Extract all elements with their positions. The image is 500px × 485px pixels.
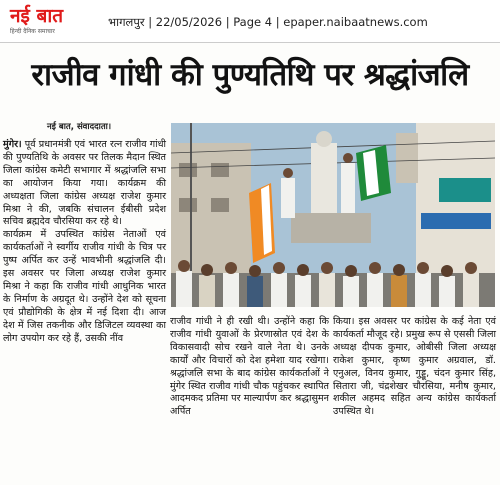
lead-paragraph — [3, 139, 166, 229]
separator: | — [225, 15, 230, 29]
article-column-3: किया। इस अवसर पर कांग्रेस के कई नेता एवं कार्यकर्ता मौजूद रहे। प्रमुख रूप से एससी जिला अध्यक्ष दीपक कुमार, ओबीसी जिला अध्यक्ष राकेश कुमार, कृष्ण कुमार अग्रवाल, डॉ. एनुअल, विनय कुमार, गुड्डू, चंदन कुमार सिंह, सितारा जी, चंद्रशेखर चौरसिया, मनीष कुमार, शकील अहमद सहित अन्य कांग्रेस कार्यकर्ता उपस्थित थे। — [333, 316, 496, 418]
article-column-1 — [3, 139, 166, 346]
shop-sign — [421, 213, 491, 229]
window — [211, 163, 229, 177]
article-byline: नई बात, संवाददाता। — [47, 122, 112, 132]
masthead — [0, 0, 500, 43]
separator: | — [275, 15, 280, 29]
building-mid — [396, 133, 418, 183]
separator: | — [148, 15, 153, 29]
edition-meta — [108, 15, 428, 30]
article-photo[interactable] — [171, 123, 495, 307]
dateline: मुंगेर। — [3, 139, 22, 150]
logo-name: नई बात — [10, 5, 64, 27]
person — [281, 178, 295, 218]
statue-pedestal — [291, 213, 371, 243]
article-column-2: राजीव गांधी ने ही रखी थी। उन्होंने कहा कि राजीव गांधी युवाओं के प्रेरणास्रोत एवं देश के विकासवादी सोच रखने वाले नेता थे। उनके कार्यों और विचारों को देश हमेशा याद रखेगा। श्रद्धांजलि सभा के बाद कांग्रेस कार्यकर्ताओं ने मुंगेर स्थित राजीव गांधी चौक पहुंचकर स्थापित आदमकद प्रतिमा पर माल्यार्पण कर श्रद्धासुमन अर्पित — [170, 316, 329, 418]
window — [211, 198, 229, 212]
lead-text: पूर्व प्रधानमंत्री एवं भारत रत्न राजीव गांधी की पुण्यतिथि के अवसर पर तिलक मैदान स्थित जिला कांग्रेस कमेटी सभागार में श्रद्धांजलि सभा का आयोजन किया गया। कार्यक्रम की अध्यक्षता जिला कांग्रेस अध्यक्ष राजेश कुमार मिश्रा ने की, जबकि संचालन ईबीसी प्रदेश सचिव ब्रह्मदेव चौरसिया कर रहे थे। — [3, 139, 166, 228]
window — [179, 163, 197, 177]
window — [179, 198, 197, 212]
edition-city: भागलपुर — [108, 15, 145, 29]
page-number: Page 4 — [233, 15, 273, 29]
shop-sign — [439, 178, 491, 202]
article-headline: राजीव गांधी की पुण्यतिथि पर श्रद्धांजलि — [31, 57, 469, 93]
statue-head — [316, 131, 332, 147]
statue — [311, 143, 337, 213]
paragraph-2: कार्यक्रम में उपस्थित कांग्रेस नेताओं एवं कार्यकर्ताओं ने स्वर्गीय राजीव गांधी के चित्र पर पुष्प अर्पित कर उन्हें भावभीनी श्रद्धांजलि दी। इस अवसर पर जिला अध्यक्ष राजेश कुमार मिश्रा ने कहा कि राजीव गांधी आधुनिक भारत के निर्माण के अग्रदूत थे। उन्होंने देश को सूचना एवं प्रौद्योगिकी के क्षेत्र में नई दिशा दी। आज देश में जिस तकनीक और डिजिटल व्यवस्था का लोग उपयोग कर रहे हैं, उसकी नींव — [3, 229, 166, 344]
person-head — [343, 153, 353, 163]
newspaper-logo[interactable] — [10, 6, 63, 35]
person-head — [283, 168, 293, 178]
photo-illustration — [171, 123, 495, 307]
edition-date: 22/05/2026 — [155, 15, 223, 29]
website-link[interactable]: epaper.naibaatnews.com — [283, 15, 428, 29]
person — [341, 163, 355, 213]
logo-tagline: हिन्दी दैनिक समाचार — [10, 28, 55, 35]
